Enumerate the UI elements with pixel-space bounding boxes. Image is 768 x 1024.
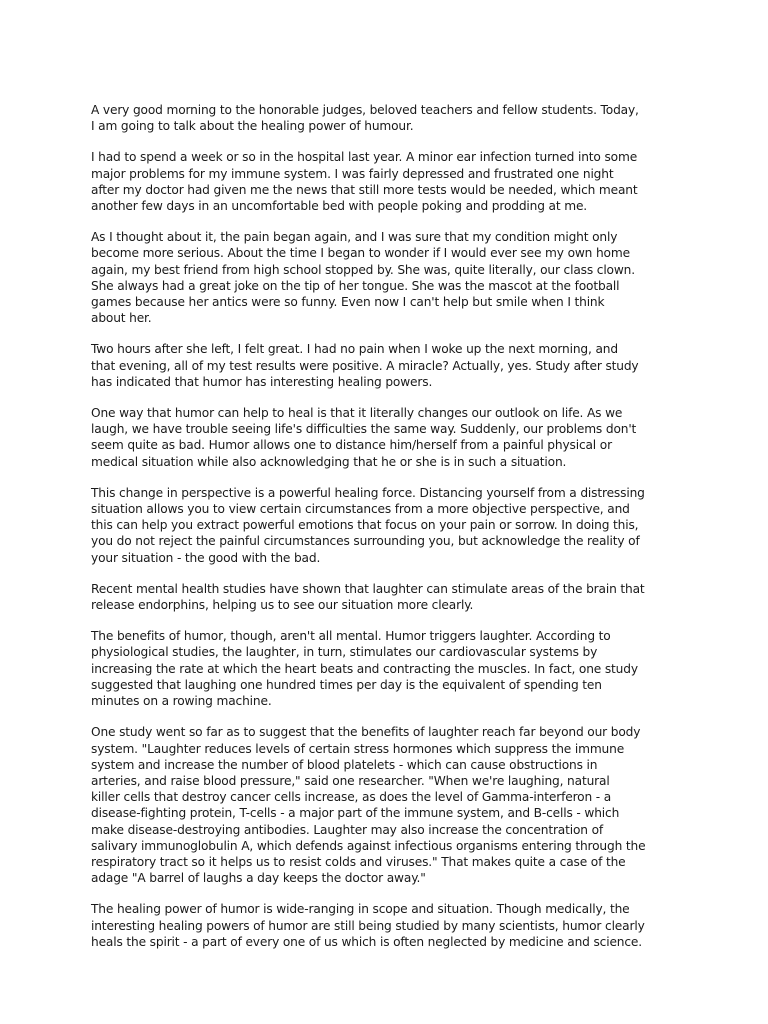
- paragraph-line: your situation - the good with the bad.: [91, 550, 321, 565]
- paragraph-line: minutes on a rowing machine.: [91, 694, 272, 709]
- paragraph-line: physiological studies, the laughter, in turn, stimulates our cardiovascular systems by: [91, 645, 598, 660]
- paragraph-line: that evening, all of my test results were positive. A miracle? Actually, yes. Study after study: [91, 358, 639, 373]
- paragraph-line: interesting healing powers of humor are still being studied by many scientists, humor clearly: [91, 918, 645, 933]
- paragraph-line: One way that humor can help to heal is that it literally changes our outlook on life. As we: [91, 406, 623, 421]
- paragraph-line: adage "A barrel of laughs a day keeps the doctor away.": [91, 871, 426, 886]
- paragraph-line: respiratory tract so it helps us to resist colds and viruses." That makes quite a case of the: [91, 854, 626, 869]
- paragraph-line: One study went so far as to suggest that the benefits of laughter reach far beyond our body: [91, 725, 641, 740]
- paragraph-outlook: [91, 405, 683, 470]
- paragraph-greeting: [91, 102, 683, 134]
- paragraph-mental-health: [91, 581, 683, 613]
- paragraph-line: has indicated that humor has interesting healing powers.: [91, 374, 433, 389]
- paragraph-physical-benefits: [91, 628, 683, 709]
- paragraph-line: laugh, we have trouble seeing life's difficulties the same way. Suddenly, our problems don't: [91, 422, 637, 437]
- paragraph-line: This change in perspective is a powerful healing force. Distancing yourself from a distressing: [91, 485, 645, 500]
- paragraph-line: A very good morning to the honorable judges, beloved teachers and fellow students. Today,: [91, 103, 639, 117]
- paragraph-line: become more serious. About the time I began to wonder if I would ever see my own home: [91, 246, 630, 261]
- paragraph-line: heals the spirit - a part of every one of us which is often neglected by medicine and science.: [91, 934, 642, 949]
- paragraph-conclusion: [91, 901, 683, 950]
- paragraph-line: about her.: [91, 311, 152, 326]
- paragraph-line: suggested that laughing one hundred times per day is the equivalent of spending ten: [91, 677, 602, 692]
- paragraph-line: games because her antics were so funny. Even now I can't help but smile when I think: [91, 295, 605, 310]
- paragraph-hospital: [91, 149, 683, 214]
- paragraph-perspective: [91, 485, 683, 566]
- paragraph-line: As I thought about it, the pain began again, and I was sure that my condition might only: [91, 230, 618, 245]
- paragraph-line: make disease-destroying antibodies. Laughter may also increase the concentration of: [91, 822, 604, 837]
- paragraph-line: situation allows you to view certain circumstances from a more objective perspective, and: [91, 502, 630, 517]
- paragraph-friend: [91, 229, 683, 326]
- paragraph-line: The healing power of humor is wide-ranging in scope and situation. Though medically, the: [91, 902, 630, 917]
- paragraph-line: I am going to talk about the healing power of humour.: [91, 119, 414, 134]
- paragraph-line: arteries, and raise blood pressure," said one researcher. "When we're laughing, natural: [91, 773, 610, 788]
- paragraph-immune-study: [91, 724, 683, 886]
- paragraph-line: system. "Laughter reduces levels of certain stress hormones which suppress the immune: [91, 741, 625, 756]
- paragraph-line: major problems for my immune system. I was fairly depressed and frustrated one night: [91, 166, 614, 181]
- paragraph-line: release endorphins, helping us to see our situation more clearly.: [91, 598, 474, 613]
- paragraph-line: The benefits of humor, though, aren't all mental. Humor triggers laughter. According to: [91, 629, 611, 644]
- paragraph-line: seem quite as bad. Humor allows one to distance him/herself from a painful physical or: [91, 438, 612, 453]
- paragraph-line: Recent mental health studies have shown that laughter can stimulate areas of the brain that: [91, 581, 645, 596]
- paragraph-line: Two hours after she left, I felt great. I had no pain when I woke up the next morning, and: [91, 342, 618, 357]
- paragraph-line: killer cells that destroy cancer cells increase, as does the level of Gamma-interferon - a: [91, 790, 612, 805]
- paragraph-line: another few days in an uncomfortable bed with people poking and prodding at me.: [91, 199, 588, 214]
- paragraph-line: this can help you extract powerful emotions that focus on your pain or sorrow. In doing this,: [91, 518, 639, 533]
- paragraph-line: you do not reject the painful circumstances surrounding you, but acknowledge the reality of: [91, 534, 640, 549]
- paragraph-line: disease-fighting protein, T-cells - a major part of the immune system, and B-cells - which: [91, 806, 620, 821]
- paragraph-line: system and increase the number of blood platelets - which can cause obstructions in: [91, 757, 598, 772]
- paragraph-line: She always had a great joke on the tip of her tongue. She was the mascot at the football: [91, 278, 620, 293]
- paragraph-line: salivary immunoglobulin A, which defends against infectious organisms entering through the: [91, 838, 646, 853]
- paragraph-recovery: [91, 341, 683, 390]
- paragraph-line: medical situation while also acknowledging that he or she is in such a situation.: [91, 454, 567, 469]
- paragraph-line: increasing the rate at which the heart beats and contracting the muscles. In fact, one study: [91, 661, 638, 676]
- paragraph-line: again, my best friend from high school stopped by. She was, quite literally, our class clown.: [91, 262, 635, 277]
- paragraph-line: I had to spend a week or so in the hospital last year. A minor ear infection turned into some: [91, 150, 638, 165]
- paragraph-line: after my doctor had given me the news that still more tests would be needed, which meant: [91, 182, 638, 197]
- document-page: [91, 102, 683, 965]
